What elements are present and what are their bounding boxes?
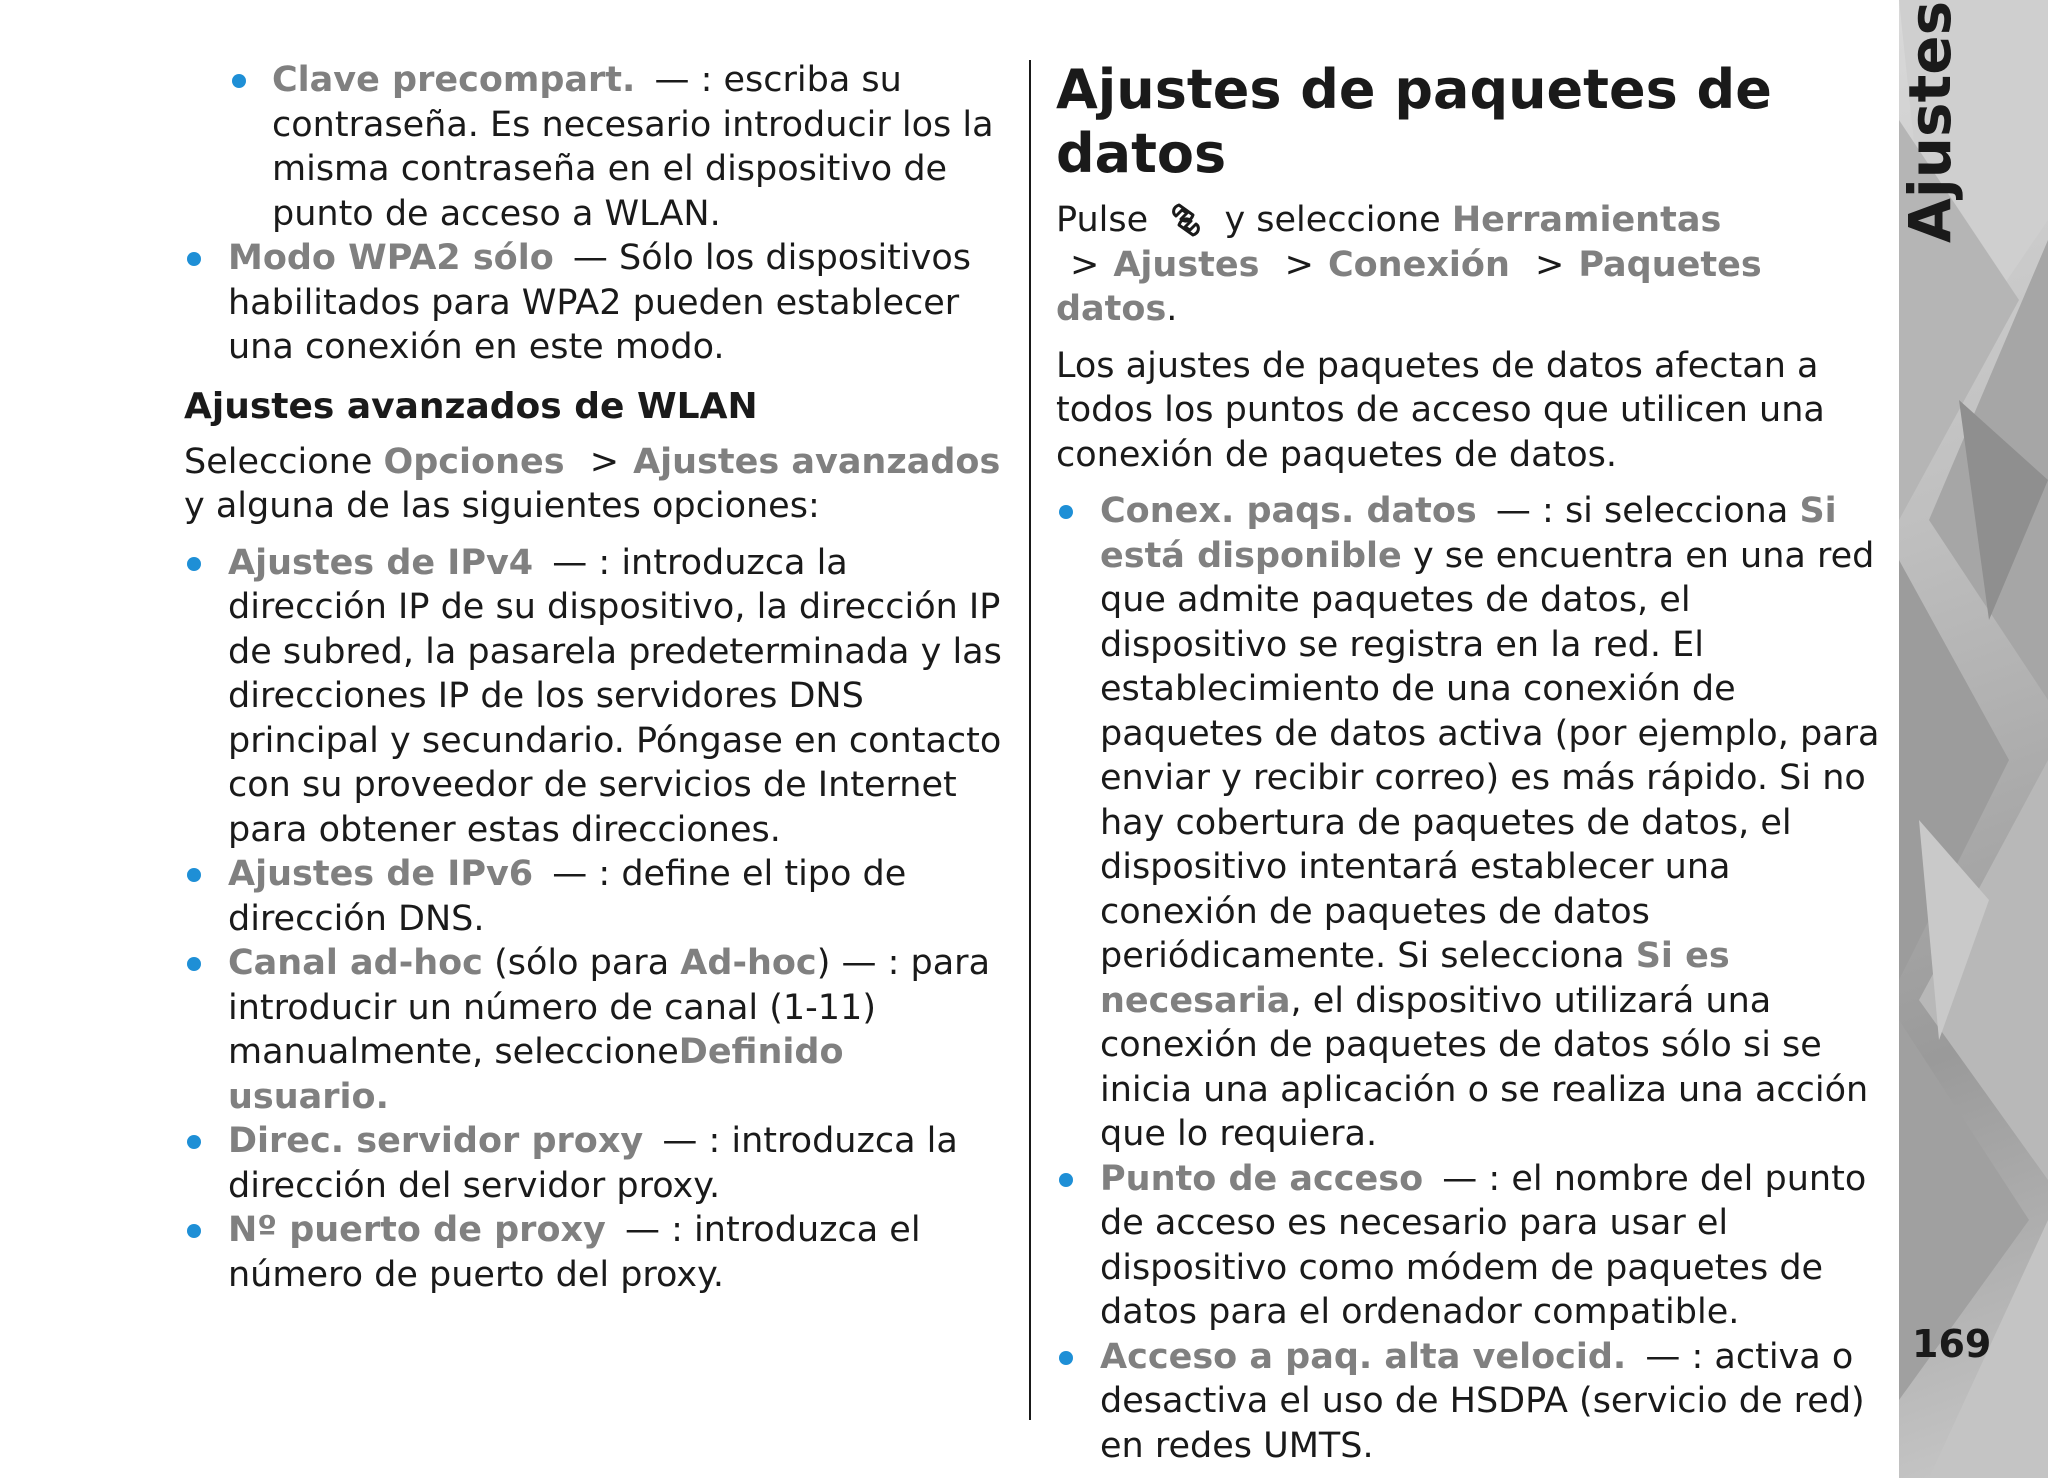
option-description: — : introduzca la dirección IP de su dispositivo, la dirección IP de subred, la pasarela predeterminada y las direcciones IP de los servidores DNS principal y secundario. Póngase en contacto con su proveedor de servicios de Internet para obtener estas direcciones.	[228, 542, 1002, 850]
option-description: — : define el tipo de dirección DNS.	[228, 854, 907, 939]
list-item	[1056, 1335, 1886, 1469]
option-description: — : el nombre del punto de acceso es necesario para usar el dispositivo como módem de paquetes de datos para el ordenador compatible.	[1100, 1158, 1867, 1332]
list-item	[1056, 489, 1886, 1157]
nav-item-herramientas: Herramientas	[1451, 200, 1722, 240]
option-description: , el dispositivo utilizará una conexión de paquetes de datos sólo si se inicia una aplicación o se realiza una acción que lo requiera.	[1100, 980, 1869, 1154]
option-term: Clave precompart.	[272, 60, 636, 100]
list-item	[184, 941, 1014, 1119]
nav-item-conexion: Conexión	[1327, 244, 1510, 285]
option-term: Definido usuario	[228, 1032, 844, 1117]
option-term: Conex. paqs. datos	[1100, 491, 1477, 531]
chapter-label-box	[1895, 0, 1965, 247]
list-item	[184, 58, 1014, 236]
right-column	[1056, 58, 1886, 1468]
navigation-path	[1056, 198, 1886, 332]
option-description: y se encuentra en una red que admite paquetes de datos, el dispositivo se registra en la red. El establecimiento de una conexión de paquetes de datos activa (por ejemplo, para enviar y recibir correo) es más rápido. Si no hay cobertura de paquetes de datos, el dispositivo intentará establecer una conexión de paquetes de datos periódicamente. Si selecciona	[1100, 535, 1880, 976]
option-term: Canal ad-hoc	[228, 943, 483, 983]
option-term: Ajustes de IPv6	[228, 854, 534, 894]
column-divider	[1029, 60, 1031, 1420]
option-term: Direc. servidor proxy	[228, 1121, 644, 1161]
nav-end: .	[1166, 289, 1178, 329]
option-term: Ad-hoc	[680, 943, 817, 983]
option-mid-text: (sólo para	[494, 943, 670, 983]
option-term: Nº puerto de proxy	[228, 1210, 606, 1250]
page-number: 169	[1912, 1322, 1992, 1366]
list-item	[184, 1119, 1014, 1208]
packet-data-options-list	[1056, 489, 1886, 1468]
option-term: Acceso a paq. alta velocid.	[1100, 1336, 1627, 1377]
menu-option-opciones: Opciones	[383, 441, 565, 482]
option-end: .	[375, 1076, 389, 1117]
list-item	[184, 236, 1014, 370]
option-description: — : escriba su contraseña. Es necesario introducir los la misma contraseña en el dispositivo de punto de acceso a WLAN.	[272, 60, 994, 234]
separator: >	[1070, 244, 1100, 285]
separator: >	[1284, 244, 1314, 285]
option-term: Punto de acceso	[1100, 1158, 1424, 1199]
left-column	[184, 58, 1014, 1297]
list-item	[184, 541, 1014, 853]
nav-prefix: Pulse	[1056, 200, 1149, 240]
option-description: — : activa o desactiva el uso de HSDPA (servicio de red) en redes UMTS.	[1100, 1336, 1865, 1466]
list-item	[184, 1208, 1014, 1297]
menu-option-ajustes-avanzados: Ajustes avanzados	[633, 441, 1001, 482]
chapter-label: Ajustes	[1896, 0, 1964, 243]
separator: >	[1535, 244, 1565, 285]
settings-tool-icon	[1169, 201, 1203, 239]
option-term: Si está disponible	[1100, 491, 1837, 576]
list-item	[184, 852, 1014, 941]
option-term: Si es necesaria	[1100, 936, 1730, 1021]
option-description: — : introduzca la dirección del servidor proxy.	[228, 1121, 958, 1206]
section-title: Ajustes avanzados de WLAN	[184, 385, 758, 427]
intro-suffix: y alguna de las siguientes opciones:	[184, 486, 820, 526]
intro-paragraph	[184, 440, 1014, 529]
option-description: — : si selecciona	[1495, 491, 1789, 531]
separator: >	[589, 441, 620, 482]
nav-mid: y seleccione	[1224, 200, 1441, 240]
option-description: — Sólo los dispositivos habilitados para WPA2 pueden establecer una conexión en este modo.	[228, 238, 971, 367]
description-paragraph: Los ajustes de paquetes de datos afectan a todos los puntos de acceso que utilicen una conexión de paquetes de datos.	[1056, 345, 1825, 475]
nav-item-paquetes-datos: Paquetes datos	[1056, 244, 1762, 329]
intro-prefix: Seleccione	[184, 441, 373, 482]
option-description: — : introduzca el número de puerto del proxy.	[228, 1210, 921, 1295]
advanced-options-list	[184, 541, 1014, 1298]
nav-item-ajustes: Ajustes	[1113, 244, 1260, 285]
option-term: Modo WPA2 sólo	[228, 238, 554, 278]
list-item	[1056, 1157, 1886, 1335]
top-bullet-list	[184, 58, 1014, 370]
page-title: Ajustes de paquetes de datos	[1056, 58, 1772, 185]
option-description: ) — : para introducir un número de canal (1-11) manualmente, seleccione	[228, 943, 991, 1072]
option-term: Ajustes de IPv4	[228, 542, 534, 583]
